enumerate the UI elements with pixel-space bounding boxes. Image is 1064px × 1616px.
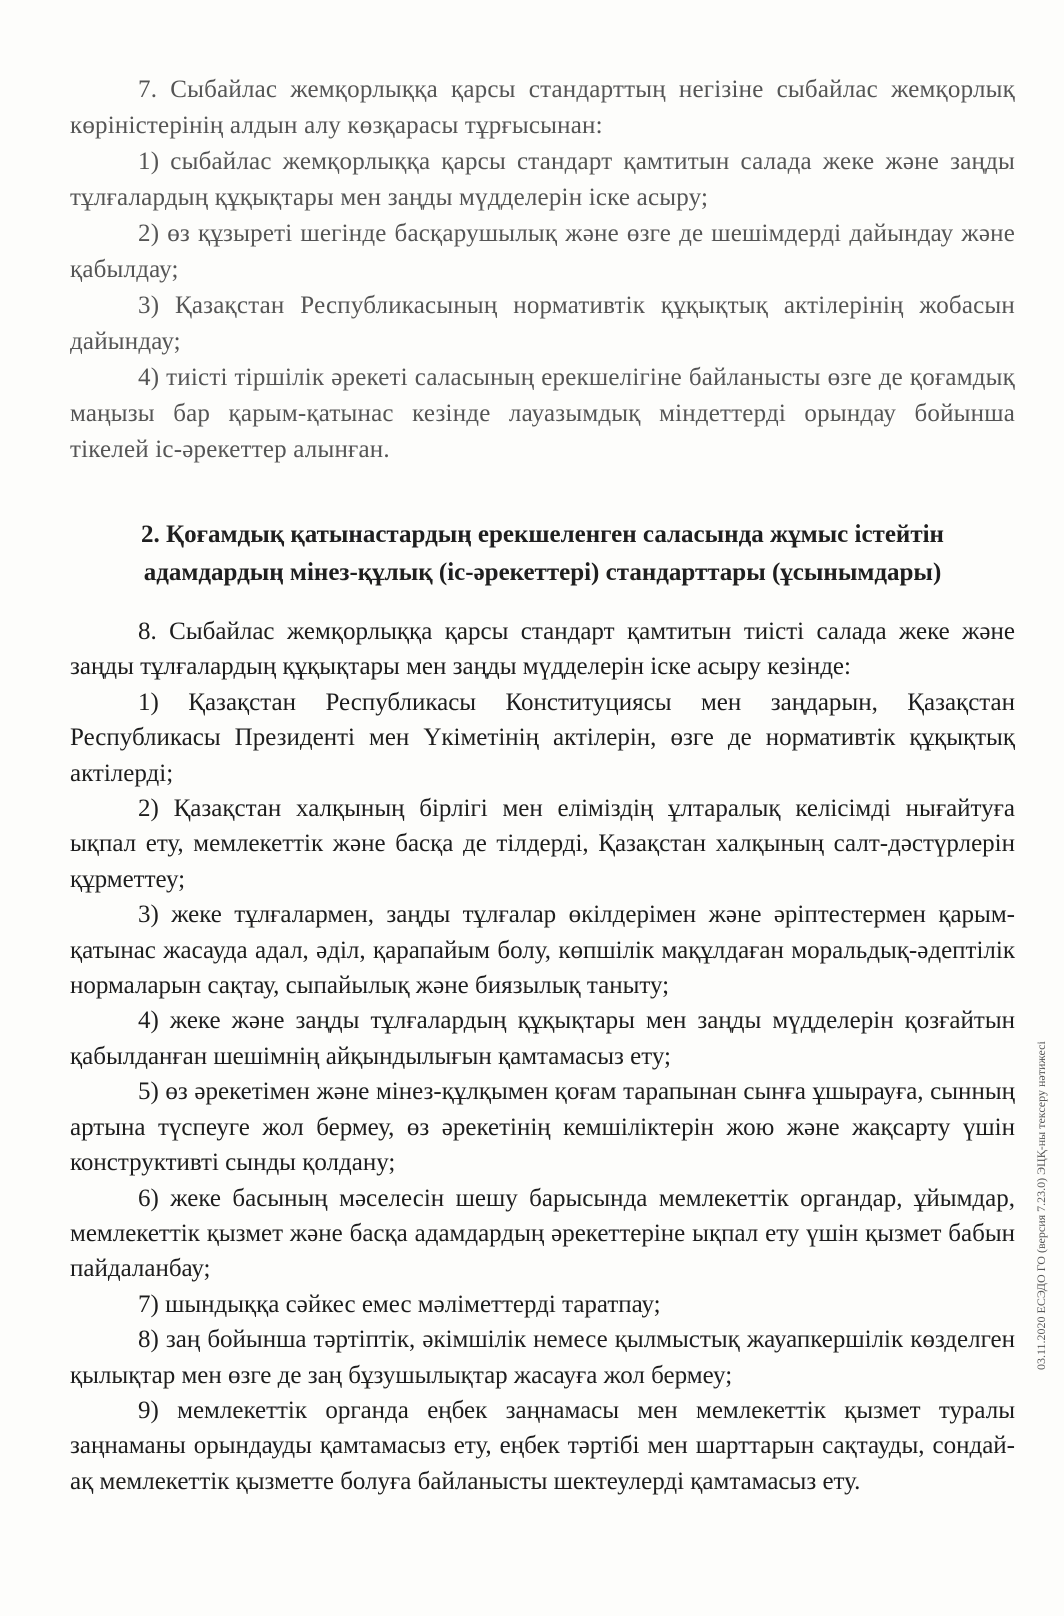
paragraph-8-item-9: 9) мемлекеттік органда еңбек заңнамасы мен мемлекеттік қызмет туралы заңнаманы орындауды қамтамасыз ету, еңбек тәртібі мен шарттарын сақтауды, сондай-ақ мемлекеттік қызметте болуға байланысты шектеулерді қамтамасыз ету. — [70, 1396, 1015, 1495]
paragraph-7-item-1: 1) сыбайлас жемқорлыққа қарсы стандарт қамтитын салада жеке және заңды тұлғалардың құқықтары мен заңды мүдделерін іске асыру; — [70, 148, 1015, 211]
paragraph-8-item-5: 5) өз әрекетімен және мінез-құлқымен қоғам тарапынан сынға ұшырауға, сынның артына түспеуге жол бермеу, өз әрекетінің кемшіліктерін жою және жақсарту үшін конструктивті сынды қолдану; — [70, 1078, 1015, 1177]
paragraph-8: 8. Сыбайлас жемқорлыққа қарсы стандарт қамтитын тиісті салада жеке және заңды тұлғалардың құқықтары мен заңды мүдделерін іске асыру кезінде: — [70, 618, 1015, 681]
section-1 — [70, 72, 1015, 468]
paragraph-8-item-4: 4) жеке және заңды тұлғалардың құқықтары мен заңды мүдделерін қозғайтын қабылданған шешімнің айқындылығын қамтамасыз ету; — [70, 1007, 1015, 1070]
document-page — [70, 72, 1015, 1499]
paragraph-8-item-2: 2) Қазақстан халқының бірлігі мен еліміздің ұлтаралық келісімді нығайтуға ықпал ету, мемлекеттік және басқа де тілдерді, Қазақстан халқының салт-дәстүрлерін құрметтеу; — [70, 795, 1015, 893]
paragraph-8-item-8: 8) заң бойынша тәртіптік, әкімшілік немесе қылмыстық жауапкершілік көзделген қылықтар мен өзге де заң бұзушылықтар жасауға жол бермеу; — [70, 1326, 1015, 1389]
section-2-heading: 2. Қоғамдық қатынастардың ерекшеленген саласында жұмыс істейтін адамдардың мінез-құлық (іс-әрекеттері) стандарттары (ұсынымдары) — [141, 521, 944, 586]
paragraph-7-item-4: 4) тиісті тіршілік әрекеті саласының ерекшелігіне байланысты өзге де қоғамдық маңызы бар қарым-қатынас кезінде лауазымдық міндеттерді орындау бойынша тікелей іс-әрекеттер алынған. — [70, 364, 1015, 463]
section-2 — [70, 614, 1015, 1499]
paragraph-7-item-3: 3) Қазақстан Республикасының нормативтік құқықтық актілерінің жобасын дайындау; — [70, 292, 1015, 355]
paragraph-8-item-7: 7) шындыққа сәйкес емес мәліметтерді таратпау; — [138, 1290, 661, 1318]
paragraph-8-item-6: 6) жеке басының мәселесін шешу барысында мемлекеттік органдар, ұйымдар, мемлекеттік қызмет және басқа адамдардың әрекеттеріне ықпал ету үшін қызмет бабын пайдаланбау; — [70, 1184, 1015, 1283]
paragraph-8-item-3: 3) жеке тұлғалармен, заңды тұлғалар өкілдерімен және әріптестермен қарым-қатынас жасауда адал, әділ, қарапайым болу, көпшілік мақұлдаған моральдық-әдептілік нормаларын сақтау, сыпайылық және биязылық таныту; — [70, 901, 1015, 1000]
paragraph-7: 7. Сыбайлас жемқорлыққа қарсы стандарттың негізіне сыбайлас жемқорлық көріністерінің алдын алу көзқарасы тұрғысынан: — [70, 76, 1015, 139]
side-stamp: 03.11.2020 ЕСЭДО ГО (версия 7.23.0) ЭЦҚ-ны тексеру нәтижесі — [1034, 1041, 1048, 1370]
paragraph-7-item-2: 2) өз құзыреті шегінде басқарушылық және өзге де шешімдерді дайындау және қабылдау; — [70, 220, 1015, 283]
paragraph-8-item-1: 1) Қазақстан Республикасы Конституциясы мен заңдарын, Қазақстан Республикасы Президенті мен Үкіметінің актілерін, өзге де нормативтік құқықтық актілерді; — [70, 688, 1015, 787]
